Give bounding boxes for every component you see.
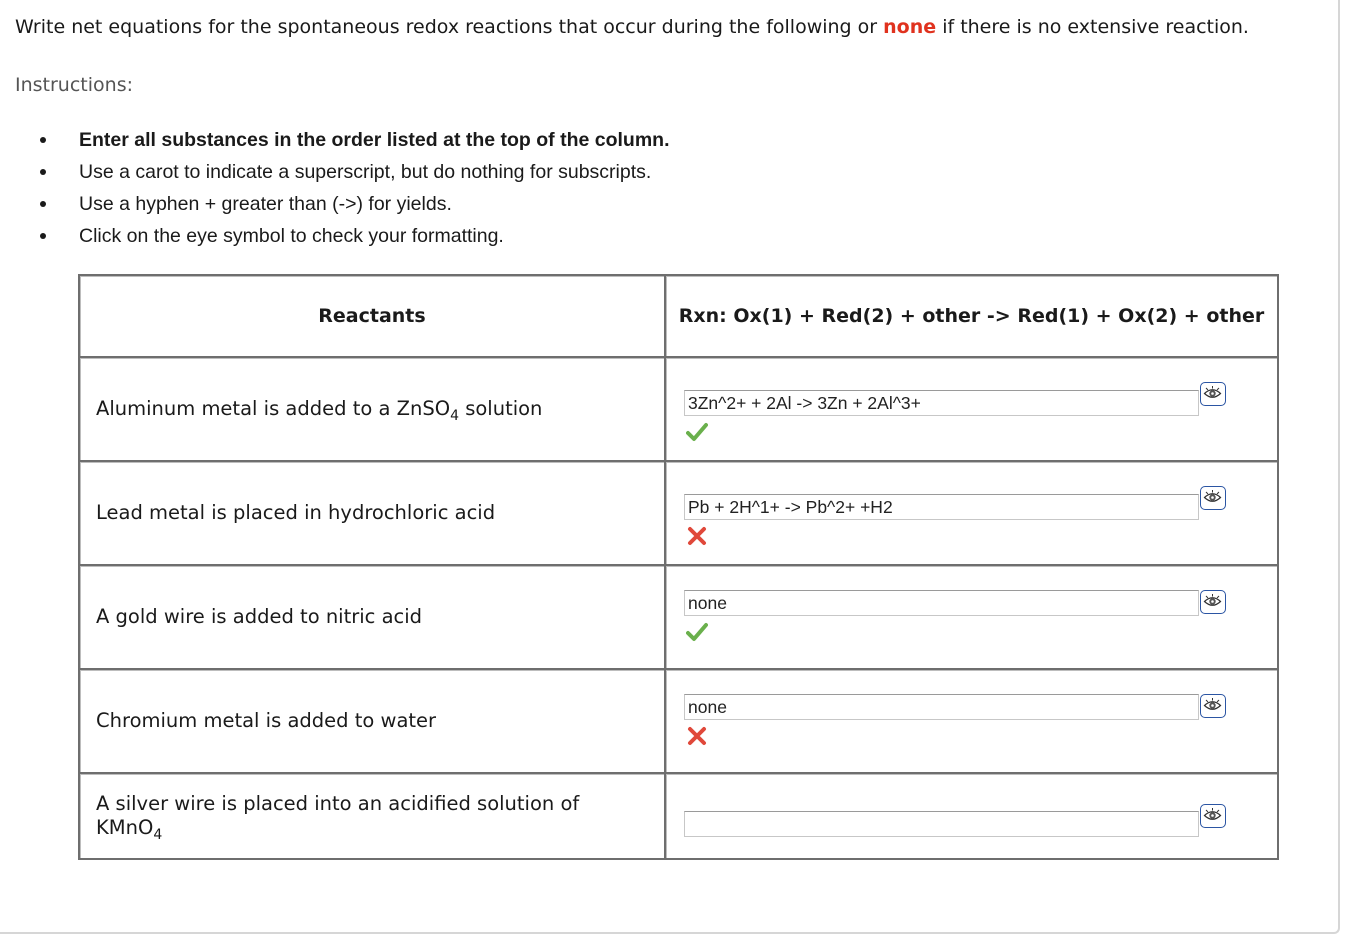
equation-cell [665, 669, 1278, 773]
check-icon [686, 422, 708, 442]
equation-cell [665, 565, 1278, 669]
table-row [79, 357, 1278, 461]
reactant-text: A silver wire is placed into an acidified solution of KMnO [96, 792, 580, 839]
table-header-row [79, 275, 1278, 357]
cross-icon [686, 726, 708, 746]
eye-icon[interactable] [1200, 382, 1226, 406]
eye-icon[interactable] [1200, 694, 1226, 718]
question-text [15, 11, 1315, 43]
reactant-cell [79, 461, 665, 565]
equation-cell [665, 357, 1278, 461]
question-highlight: none [883, 16, 937, 38]
reactant-cell [79, 773, 665, 859]
eye-icon[interactable] [1200, 804, 1226, 828]
cross-icon [686, 526, 708, 546]
reactant-subscript: 4 [153, 827, 163, 843]
equation-input[interactable] [684, 390, 1199, 416]
reactant-subscript: 4 [450, 408, 459, 424]
question-suffix: if there is no extensive reaction. [942, 16, 1249, 38]
reactant-text: Aluminum metal is added to a ZnSO [96, 397, 451, 420]
eye-icon[interactable] [1200, 486, 1226, 510]
instruction-item: Enter all substances in the order listed at the top of the column. [40, 124, 670, 156]
reactant-text-after: solution [459, 397, 543, 420]
check-icon [686, 622, 708, 642]
reactant-cell [79, 565, 665, 669]
equation-input[interactable] [684, 811, 1199, 837]
reactant-text: Chromium metal is added to water [96, 709, 437, 732]
table-row [79, 773, 1278, 859]
table-row [79, 565, 1278, 669]
instruction-item: Click on the eye symbol to check your formatting. [40, 220, 670, 252]
question-prefix: Write net equations for the spontaneous redox reactions that occur during the following or [15, 16, 878, 38]
instructions-label: Instructions: [15, 74, 133, 96]
instruction-item: Use a carot to indicate a superscript, but do nothing for subscripts. [40, 156, 670, 188]
instruction-item: Use a hyphen + greater than (->) for yields. [40, 188, 670, 220]
table-row [79, 669, 1278, 773]
equation-cell [665, 461, 1278, 565]
reactant-cell [79, 357, 665, 461]
reactant-text: A gold wire is added to nitric acid [96, 605, 423, 628]
reactant-cell [79, 669, 665, 773]
equation-cell [665, 773, 1278, 859]
table-row [79, 461, 1278, 565]
header-reactants: Reactants [79, 275, 665, 357]
reaction-table [78, 274, 1279, 860]
eye-icon[interactable] [1200, 590, 1226, 614]
equation-input[interactable] [684, 494, 1199, 520]
equation-input[interactable] [684, 590, 1199, 616]
instructions-list [40, 124, 670, 252]
equation-input[interactable] [684, 694, 1199, 720]
reactant-text: Lead metal is placed in hydrochloric acid [96, 501, 496, 524]
header-equation: Rxn: Ox(1) + Red(2) + other -> Red(1) + Ox(2) + other [665, 275, 1278, 357]
